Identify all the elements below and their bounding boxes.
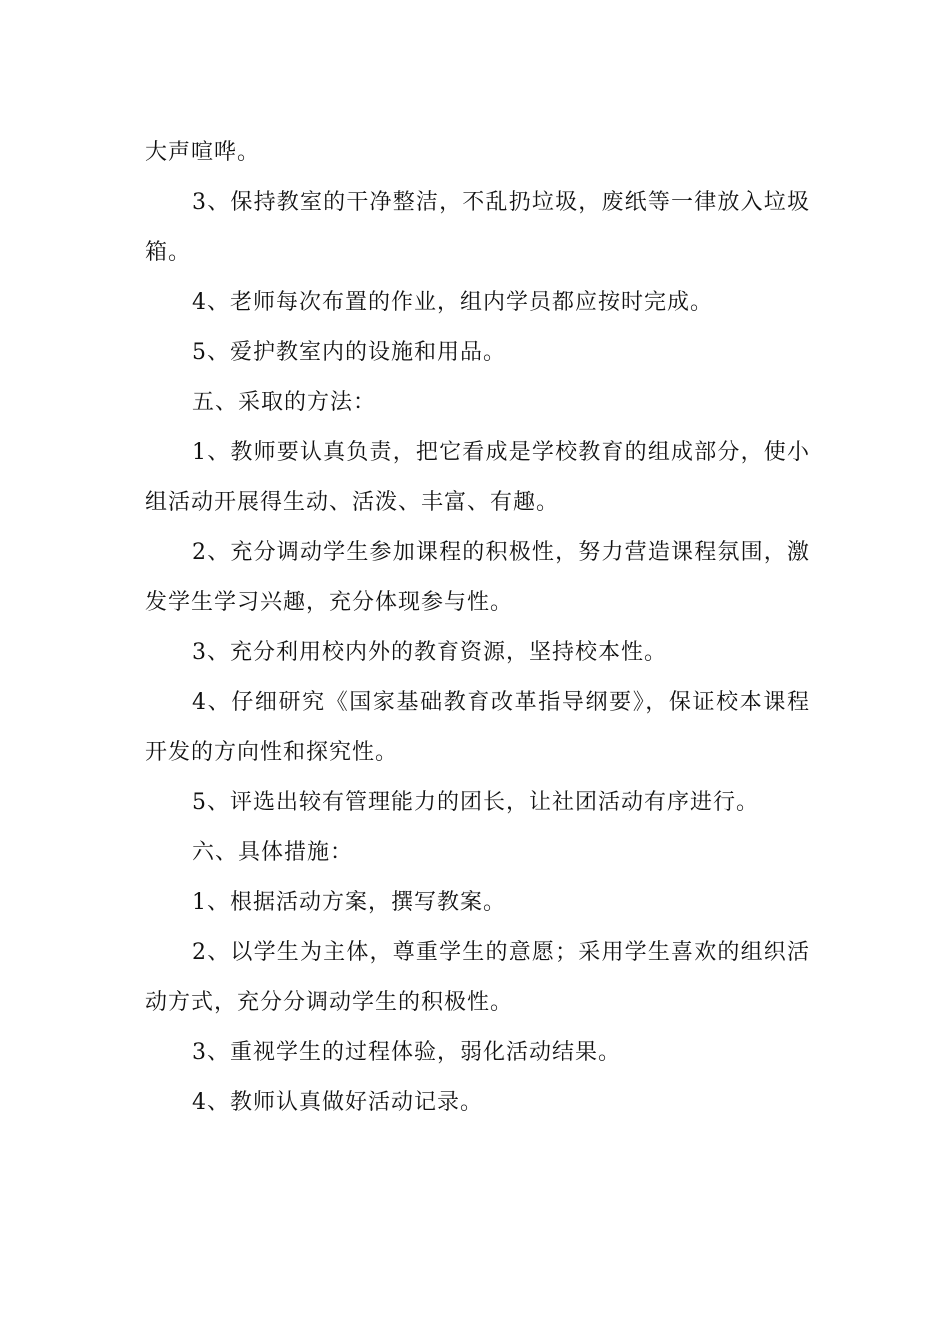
paragraph-measure-3: 3、重视学生的过程体验，弱化活动结果。 — [192, 1040, 621, 1065]
paragraph-method-2: 2、充分调动学生参加课程的积极性，努力营造课程氛围，激发学生学习兴趣，充分体现参与性。 — [145, 540, 810, 615]
paragraph-continuation: 大声喧哗。 — [145, 140, 261, 165]
paragraph-measure-2: 2、以学生为主体，尊重学生的意愿；采用学生喜欢的组织活动方式，充分分调动学生的积极性。 — [145, 940, 810, 1015]
document-body — [145, 128, 810, 1128]
paragraph-method-5: 5、评选出较有管理能力的团长，让社团活动有序进行。 — [192, 790, 759, 815]
paragraph-measure-4: 4、教师认真做好活动记录。 — [192, 1090, 483, 1115]
paragraph-method-3: 3、充分利用校内外的教育资源，坚持校本性。 — [192, 640, 667, 665]
paragraph-measure-1: 1、根据活动方案，撰写教案。 — [192, 890, 506, 915]
paragraph-rule-3: 3、保持教室的干净整洁，不乱扔垃圾，废纸等一律放入垃圾箱。 — [145, 190, 810, 265]
paragraph-rule-4: 4、老师每次布置的作业，组内学员都应按时完成。 — [192, 290, 713, 315]
paragraph-rule-5: 5、爱护教室内的设施和用品。 — [192, 340, 506, 365]
paragraph-method-1: 1、教师要认真负责，把它看成是学校教育的组成部分，使小组活动开展得生动、活泼、丰富、有趣。 — [145, 440, 810, 515]
section-heading-methods: 五、采取的方法： — [192, 390, 377, 415]
section-heading-measures: 六、具体措施： — [192, 840, 354, 865]
paragraph-method-4: 4、仔细研究《国家基础教育改革指导纲要》，保证校本课程开发的方向性和探究性。 — [145, 690, 810, 765]
